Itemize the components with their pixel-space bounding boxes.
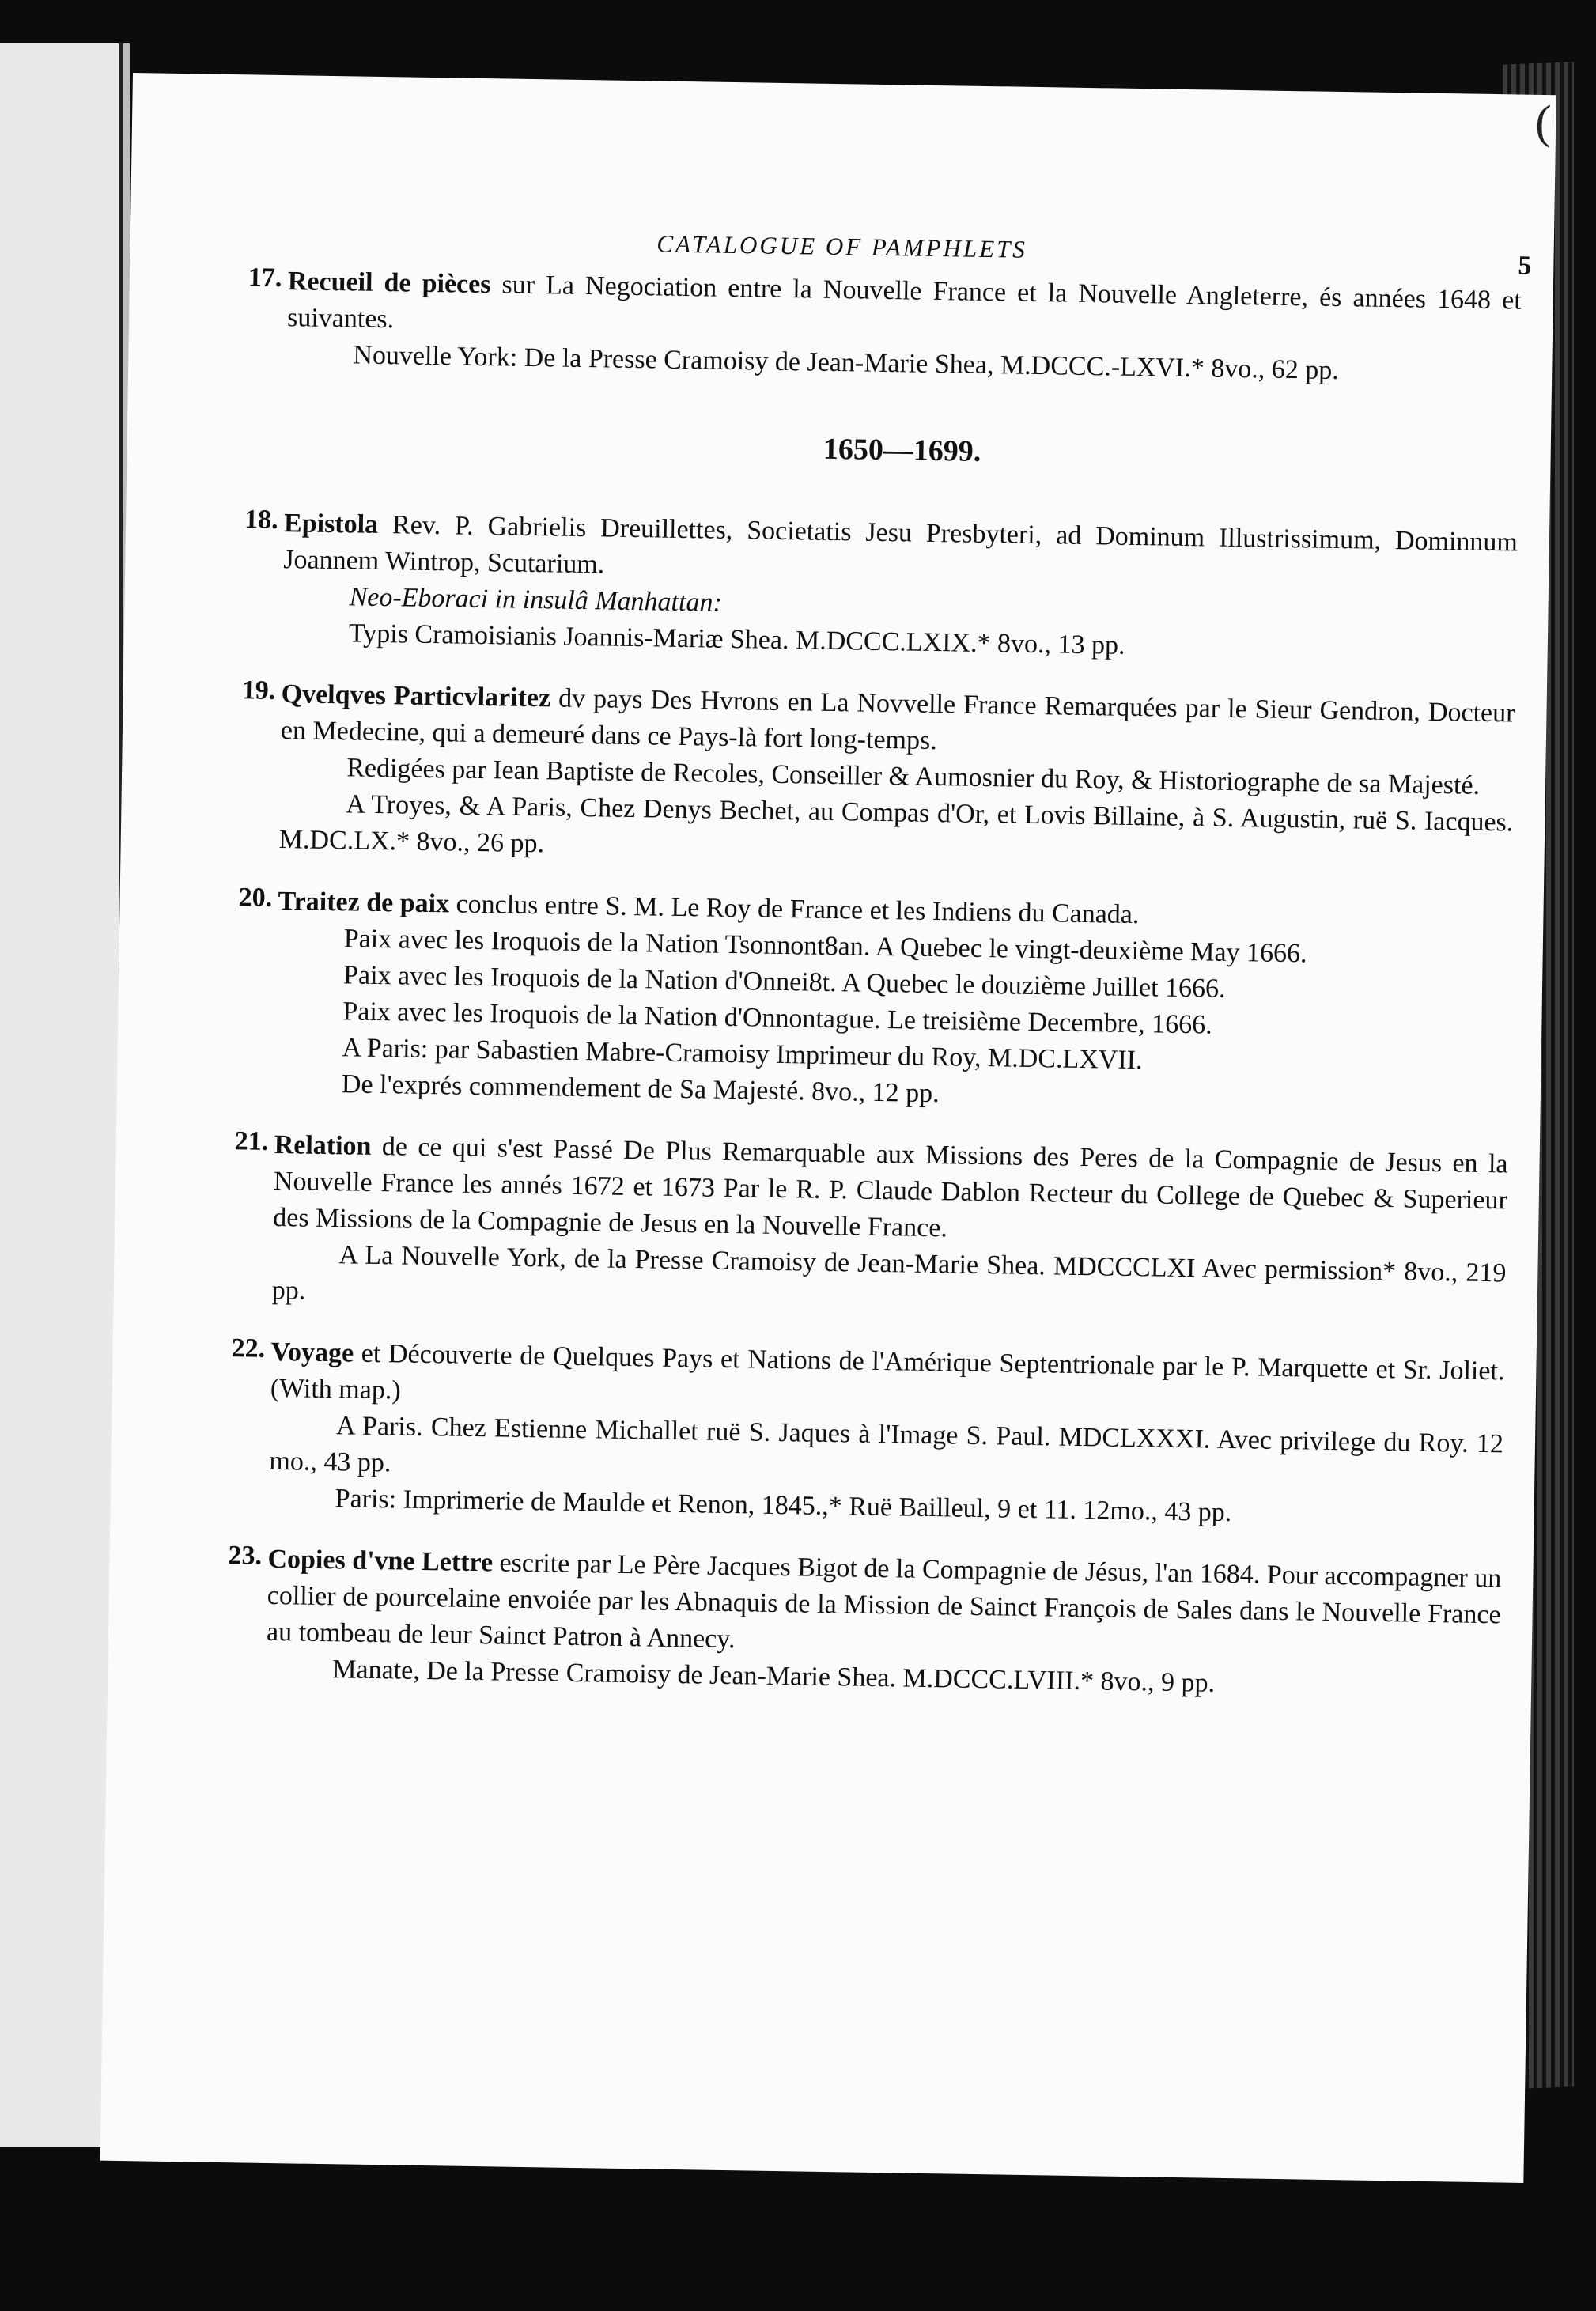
entry-imprint: Typis Cramoisianis Joannis-Mariæ Shea. M.DCCC.LXIX.* 8vo., 13 pp. bbox=[348, 618, 1125, 660]
entry-imprint: A Troyes, & A Paris, Chez Denys Bechet, au Compas d'Or, et Lovis Billaine, à S. Augustin, ruë S. Iacques. M.DC.LX.* 8vo., 26 pp. bbox=[278, 789, 1514, 859]
entry-imprint: Paris: Imprimerie de Maulde et Renon, 1845.,* Ruë Bailleul, 9 et 11. 12mo., 43 pp. bbox=[335, 1484, 1232, 1528]
entry-title: Recueil de pièces bbox=[287, 267, 491, 300]
entry-text: de ce qui s'est Passé De Plus Remarquable aux Missions des Peres de la Compagnie de Jesus en la Nouvelle France les annés 1672 et 1673 Par le R. P. Claude Dablon Recteur du College de Quebec & Superieur des Missions de la Compagnie de Jesus en la Nouvelle France. bbox=[272, 1131, 1508, 1243]
entry-imprint: Nouvelle York: De la Presse Cramoisy de Jean-Marie Shea, M.DCCC.-LXVI.* 8vo., 62 pp. bbox=[353, 340, 1340, 385]
entry-number: 19. bbox=[241, 675, 276, 705]
entry-number: 21. bbox=[234, 1126, 269, 1156]
entry-number: 23. bbox=[228, 1541, 263, 1571]
entry-title: Voyage bbox=[270, 1337, 354, 1368]
entry-text: sur La Negociation entre la Nouvelle France et la Nouvelle Angleterre, és années 1648 et suivantes. bbox=[286, 270, 1522, 335]
catalogue-entry-21 bbox=[234, 1126, 1508, 1328]
entry-imprint: A Paris. Chez Estienne Michallet ruë S. Jaques à l'Image S. Paul. MDCLXXXI. Avec privilege du Roy. 12 mo., 43 pp. bbox=[269, 1411, 1504, 1478]
book-page bbox=[100, 73, 1556, 2183]
catalogue-entry-22 bbox=[231, 1333, 1505, 1535]
entry-text: et Découverte de Quelques Pays et Nations de l'Amérique Septentrionale par le P. Marquette et Sr. Joliet. (With map.) bbox=[270, 1338, 1505, 1405]
entry-title: Copies d'vne Lettre bbox=[267, 1544, 494, 1578]
entry-imprint-place: Neo-Eboraci in insulâ Manhattan: bbox=[349, 582, 723, 618]
catalogue-entry-20 bbox=[238, 883, 1512, 1121]
catalogue-entry-18 bbox=[244, 505, 1518, 670]
entry-title: Traitez de paix bbox=[278, 887, 450, 919]
entry-number: 17. bbox=[248, 263, 282, 293]
entry-title: Epistola bbox=[283, 509, 379, 539]
period-heading: 1650—1699. bbox=[823, 432, 981, 468]
catalogue-entry-19 bbox=[241, 675, 1515, 877]
entry-description bbox=[267, 1541, 1502, 1670]
catalogue-content bbox=[228, 263, 1522, 1731]
entry-imprint: A Paris: par Sabastien Mabre-Cramoisy Imprimeur du Roy, M.DC.LXVII. bbox=[342, 1033, 1143, 1076]
page-number: 5 bbox=[1518, 251, 1532, 281]
entry-note: Paix avec les Iroquois de la Nation d'Onnontague. Le treisième Decembre, 1666. bbox=[342, 997, 1212, 1040]
entry-text: escrite par Le Père Jacques Bigot de la Compagnie de Jésus, l'an 1684. Pour accompagner un collier de pourcelaine envoiée par les Abnaquis de la Mission de Sainct François de Sales dans le Nouvelle France au tombeau de leur Sainct Patron à Annecy. bbox=[266, 1548, 1502, 1655]
catalogue-entry-17 bbox=[248, 263, 1522, 391]
entry-number: 20. bbox=[238, 883, 273, 913]
entry-title: Qvelqves Particvlaritez bbox=[281, 679, 551, 713]
entry-imprint: Manate, De la Presse Cramoisy de Jean-Marie Shea. M.DCCC.LVIII.* 8vo., 9 pp. bbox=[332, 1655, 1216, 1698]
entry-number: 22. bbox=[231, 1333, 266, 1364]
entry-imprint: A La Nouvelle York, de la Presse Cramoisy de Jean-Marie Shea. MDCCCLXI Avec permission* 8vo., 219 pp. bbox=[271, 1240, 1507, 1306]
entry-text: Rev. P. Gabrielis Dreuillettes, Societatis Jesu Presbyteri, ad Dominum Illustrissimum, Dominnum Joannem Wintrop, Scutarium. bbox=[283, 509, 1518, 580]
entry-description bbox=[273, 1127, 1508, 1255]
entry-note: Redigées par Iean Baptiste de Recoles, Conseiller & Aumosnier du Roy, & Historiographe de sa Majesté. bbox=[346, 753, 1481, 800]
running-head: CATALOGUE OF PAMPHLETS bbox=[656, 229, 1028, 263]
entry-imprint: De l'exprés commendement de Sa Majesté. 8vo., 12 pp. bbox=[341, 1069, 940, 1109]
entry-note: Paix avec les Iroquois de la Nation Tsonnont8an. A Quebec le vingt-deuxième May 1666. bbox=[343, 924, 1307, 969]
entry-note: Paix avec les Iroquois de la Nation d'Onnei8t. A Quebec le douzième Juillet 1666. bbox=[342, 960, 1226, 1004]
catalogue-entry-23 bbox=[228, 1541, 1502, 1706]
entry-title: Relation bbox=[274, 1129, 372, 1161]
entry-text: conclus entre S. M. Le Roy de France et les Indiens du Canada. bbox=[448, 889, 1140, 930]
entry-number: 18. bbox=[244, 505, 278, 535]
page-corner-curl: ( bbox=[1534, 95, 1552, 149]
entry-text: dv pays Des Hvrons en La Novvelle France Remarquées par le Sieur Gendron, Docteur en Medecine, qui a demeuré dans ce Pays-là fort long-temps. bbox=[280, 683, 1515, 756]
